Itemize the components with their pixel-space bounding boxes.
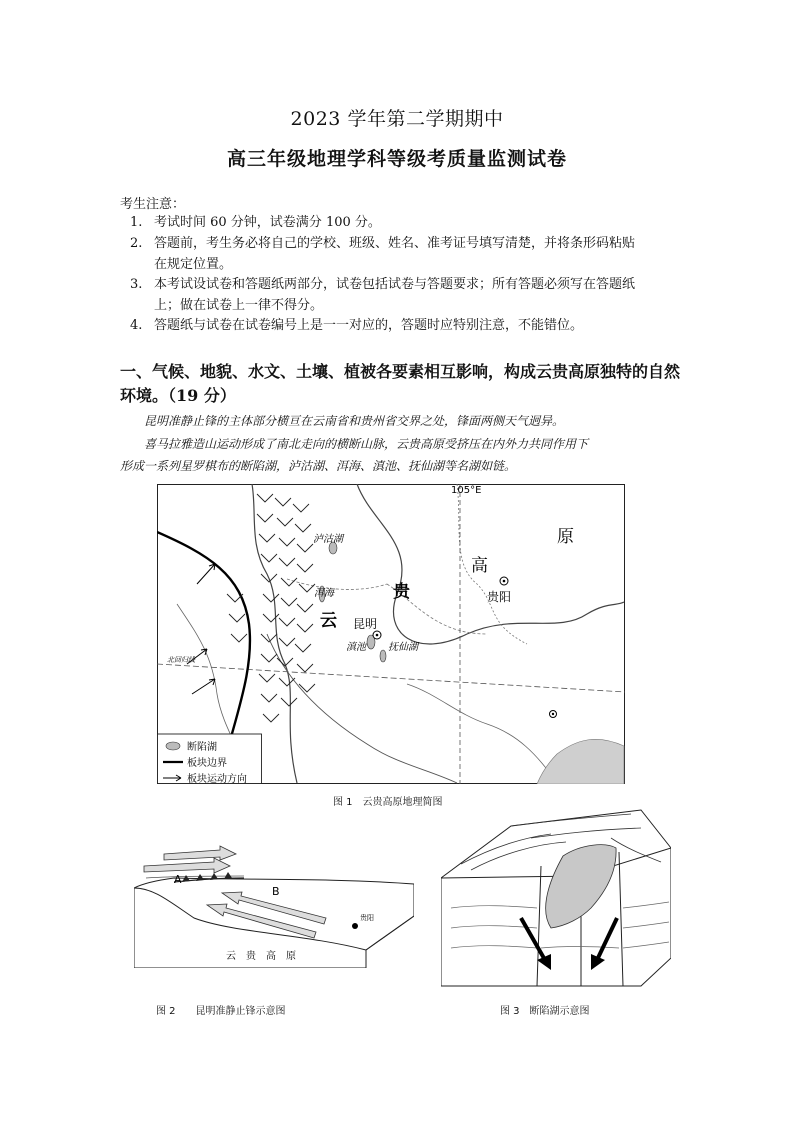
exam-title-line2: 高三年级地理学科等级考质量监测试卷	[226, 148, 567, 170]
label-a: A	[174, 873, 182, 886]
notice-item-3	[130, 274, 690, 316]
label-yun: 云	[320, 611, 337, 631]
notice-item-2	[130, 233, 690, 275]
label-erhai: 洱海	[314, 588, 334, 599]
notice-item-text: 答题前，考生务必将自己的学校、班级、姓名、准考证号填写清楚，并将条形码粘贴	[154, 236, 636, 251]
section-heading	[120, 360, 680, 408]
intro-paragraph-2-line1: 喜马拉雅造山运动形成了南北走向的横断山脉，云贵高原受挤压在内外力共同作用下	[144, 437, 589, 451]
notice-item-text: 考试时间 60 分钟，试卷满分 100 分。	[154, 215, 381, 230]
legend-lake-symbol	[166, 742, 180, 750]
kunming-marker	[373, 631, 381, 639]
label-yuan: 原	[557, 527, 574, 547]
exam-title-line1: 2023 学年第二学期期中	[290, 108, 504, 130]
label-guiyang-fig2: 贵阳	[360, 914, 374, 922]
map-legend	[158, 734, 262, 784]
guiyang-dot	[352, 923, 358, 929]
plateau-label: 云 贵 高 原	[226, 951, 296, 962]
notice-item-text-cont: 上；做在试卷上一律不得分。	[154, 298, 324, 313]
intro-paragraph-2	[120, 433, 680, 477]
guiyang-marker	[500, 577, 508, 585]
notice-item-text-cont: 在规定位置。	[154, 257, 233, 272]
figure2-caption: 图 2 昆明准静止锋示意图	[156, 1006, 286, 1017]
figure3-caption: 图 3 断陷湖示意图	[500, 1006, 590, 1017]
label-gui: 贵	[393, 582, 410, 602]
section-heading-line1: 一、气候、地貌、水文、土壤、植被各要素相互影响，构成云贵高原独特的自然	[120, 362, 681, 381]
label-gao: 高	[471, 556, 488, 576]
airflow-arrows-a	[144, 846, 236, 873]
notice-heading: 考生注意：	[120, 197, 186, 212]
legend-direction-label: 板块运动方向	[187, 774, 247, 784]
yunnan-guizhou-plateau-map	[157, 484, 625, 784]
notice-item-number: 1.	[130, 215, 143, 230]
notice-item-text: 答题纸与试卷在试卷编号上是一一对应的，答题时应特别注意，不能错位。	[154, 318, 584, 333]
front-diagram	[134, 838, 414, 968]
label-b: B	[272, 885, 280, 898]
notice-item-number: 2.	[130, 236, 143, 251]
figure1-caption: 图 1 云贵高原地理简图	[333, 797, 443, 808]
notice-item-1	[130, 212, 690, 233]
label-dianchi: 滇池	[346, 642, 366, 653]
intro-paragraph-1: 昆明准静止锋的主体部分横亘在云南省和贵州省交界之处，锋面两侧天气迥异。	[144, 414, 565, 428]
city-marker	[550, 711, 557, 718]
label-guiyang: 贵阳	[487, 590, 512, 604]
section-heading-line2: 环境。（19 分）	[120, 386, 236, 405]
notice-item-number: 3.	[130, 277, 143, 292]
label-tropic: 北回归线	[167, 656, 195, 664]
notice-item-text: 本考试设试卷和答题纸两部分，试卷包括试卷与答题要求；所有答题必须写在答题纸	[154, 277, 636, 292]
graben-lake-diagram	[441, 808, 671, 988]
legend-lake-label: 断陷湖	[187, 742, 217, 753]
intro-paragraph-2-line2: 形成一系列星罗棋布的断陷湖，泸沽湖、洱海、滇池、抚仙湖等名湖如链。	[120, 459, 517, 473]
fuxian-lake	[380, 650, 386, 662]
longitude-label: 105°E	[451, 485, 482, 496]
label-fuxian: 抚仙湖	[388, 642, 418, 653]
legend-boundary-label: 板块边界	[187, 758, 227, 769]
notice-item-4	[130, 315, 690, 336]
label-kunming: 昆明	[353, 617, 378, 631]
notice-item-number: 4.	[130, 318, 143, 333]
label-lugu: 泸沽湖	[313, 534, 343, 545]
